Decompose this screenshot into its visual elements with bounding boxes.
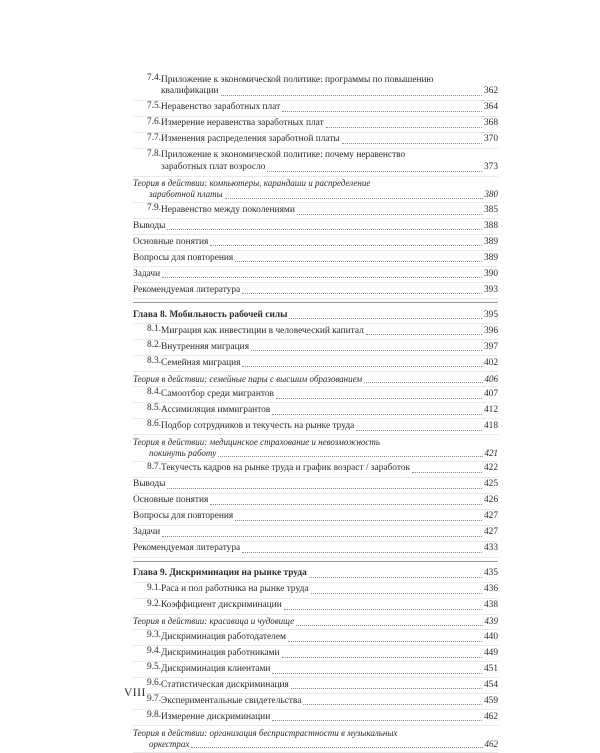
toc-entry[interactable] <box>133 73 498 101</box>
toc-entry[interactable] <box>133 101 498 117</box>
section-number: 8.6. <box>147 419 162 430</box>
toc-entry[interactable] <box>133 235 498 251</box>
section-number: 7.5. <box>147 100 162 111</box>
toc-entry[interactable] <box>133 267 498 283</box>
entry-title: Самоотбор среди мигрантов <box>161 388 274 399</box>
section-number: 7.4. <box>147 73 162 83</box>
toc-entry[interactable] <box>133 219 498 235</box>
dot-leader <box>311 593 482 594</box>
entry-title: Подбор сотрудников и текучесть на рынке труда <box>161 420 355 431</box>
toc-entry[interactable] <box>133 283 498 299</box>
page-ref: 425 <box>483 479 498 490</box>
page-ref: 435 <box>483 568 498 579</box>
entry-title: Задачи <box>133 527 161 538</box>
page-ref: 390 <box>483 268 498 279</box>
toc-chapter[interactable] <box>133 308 498 324</box>
dot-leader <box>356 430 482 431</box>
entry-title: Теория в действии: организация беспристрастности в музыкальных <box>133 727 398 738</box>
toc-entry[interactable] <box>133 356 498 372</box>
section-number: 9.6. <box>147 678 162 689</box>
section-number: 9.1. <box>147 582 162 593</box>
entry-title: Измерение неравенства заработных плат <box>161 118 324 129</box>
toc-entry[interactable] <box>133 646 498 662</box>
page-ref: 402 <box>483 357 498 368</box>
dot-leader <box>288 641 482 642</box>
entry-title: Экспериментальные свидетельства <box>161 695 302 706</box>
entry-title: Миграция как инвестиции в человеческий капитал <box>161 325 364 336</box>
entry-title: Ассимиляция иммигрантов <box>161 404 271 415</box>
section-number: 7.9. <box>147 203 162 214</box>
dot-leader <box>162 277 482 278</box>
dot-leader <box>242 552 482 553</box>
page-ref: 368 <box>483 118 498 129</box>
page-ref: 406 <box>484 373 498 384</box>
page-ref: 440 <box>483 631 498 642</box>
page-ref: 364 <box>483 102 498 113</box>
page-ref: 380 <box>484 189 498 200</box>
page-ref: 373 <box>483 162 498 173</box>
dot-leader <box>225 198 483 199</box>
page-ref: 462 <box>484 738 498 749</box>
entry-title: Задачи <box>133 268 161 279</box>
chapter-divider <box>133 561 498 562</box>
entry-title: Неравенство заработных плат <box>161 102 281 113</box>
page-ref: 393 <box>483 284 498 295</box>
toc-entry[interactable] <box>133 133 498 149</box>
toc-entry[interactable] <box>133 494 498 510</box>
dot-leader <box>309 577 482 578</box>
dot-leader <box>326 127 482 128</box>
dot-leader <box>272 414 482 415</box>
dot-leader <box>297 214 482 215</box>
section-number: 8.4. <box>147 387 162 398</box>
page-ref: 385 <box>483 204 498 215</box>
page-ref: 362 <box>483 86 498 97</box>
entry-title: Дискриминация клиентами <box>161 663 271 674</box>
entry-title: Изменения распределения заработной платы <box>161 134 340 145</box>
toc-entry[interactable] <box>133 678 498 694</box>
dot-leader <box>210 504 482 505</box>
page-ref: 397 <box>483 341 498 352</box>
entry-title: Вопросы для повторения <box>133 511 234 522</box>
entry-title: Дискриминация работодателем <box>161 631 286 642</box>
entry-title: Глава 9. Дискриминация на рынке труда <box>133 568 307 579</box>
section-number: 7.7. <box>147 132 162 143</box>
entry-title: Глава 8. Мобильность рабочей силы <box>133 309 288 320</box>
dot-leader <box>366 334 482 335</box>
entry-title: Семейная миграция <box>161 357 241 368</box>
page-ref: 451 <box>483 663 498 674</box>
entry-title: оркестрах <box>149 738 190 749</box>
entry-title: Коэффициент дискриминации <box>161 600 282 611</box>
toc-entry[interactable] <box>133 340 498 356</box>
entry-title: Рекомендуемая литература <box>133 543 241 554</box>
dot-leader <box>291 688 482 689</box>
dot-leader <box>342 143 482 144</box>
toc-entry[interactable] <box>133 251 498 267</box>
dot-leader <box>296 625 482 626</box>
toc-entry[interactable] <box>133 542 498 558</box>
section-number: 8.1. <box>147 324 162 334</box>
toc-entry[interactable] <box>133 526 498 542</box>
table-of-contents <box>133 73 498 753</box>
dot-leader <box>167 488 482 489</box>
page-ref: 421 <box>484 448 498 459</box>
toc-case-study[interactable] <box>133 372 498 387</box>
entry-title: заработной платы <box>149 189 223 200</box>
section-number: 7.6. <box>147 116 162 127</box>
toc-case-study[interactable] <box>133 177 498 204</box>
toc-case-study[interactable] <box>133 615 498 630</box>
toc-entry[interactable] <box>133 403 498 419</box>
dot-leader <box>191 747 482 748</box>
page-ref: 370 <box>483 134 498 145</box>
entry-title: Вопросы для повторения <box>133 252 234 263</box>
toc-entry[interactable] <box>133 203 498 219</box>
dot-leader <box>221 95 482 96</box>
section-number: 7.8. <box>147 148 162 159</box>
toc-entry[interactable] <box>133 387 498 403</box>
entry-title: Внутренняя миграция <box>161 341 250 352</box>
page-ref: 422 <box>483 463 498 474</box>
dot-leader <box>282 657 482 658</box>
dot-leader <box>251 350 482 351</box>
dot-leader <box>412 472 482 473</box>
page-ref: 427 <box>483 527 498 538</box>
toc-chapter[interactable] <box>133 567 498 583</box>
toc-entry[interactable] <box>133 462 498 478</box>
dot-leader <box>272 720 482 721</box>
page-ref: 427 <box>483 511 498 522</box>
entry-title: Основные понятия <box>133 236 209 247</box>
dot-leader <box>364 382 482 383</box>
page-ref: 426 <box>483 495 498 506</box>
toc-entry[interactable] <box>133 662 498 678</box>
dot-leader <box>242 293 482 294</box>
dot-leader <box>276 398 482 399</box>
page-number: VIII <box>124 687 146 699</box>
section-number: 8.2. <box>147 339 162 350</box>
toc-case-study[interactable] <box>133 435 498 462</box>
dot-leader <box>282 111 482 112</box>
page-ref: 388 <box>483 220 498 231</box>
dot-leader <box>235 261 482 262</box>
dot-leader <box>289 318 481 319</box>
toc-entry[interactable] <box>133 583 498 599</box>
entry-title: Текучесть кадров на рынке труда и график возраст / заработок <box>161 463 411 474</box>
toc-entry[interactable] <box>133 419 498 435</box>
entry-title: квалификации <box>161 86 219 97</box>
entry-title: Неравенство между поколениями <box>161 204 295 215</box>
entry-title: покинуть работу <box>149 448 217 459</box>
entry-title: Выводы <box>133 479 166 490</box>
page-ref: 412 <box>483 404 498 415</box>
entry-title: Теория в действии: красавица и чудовище <box>133 616 295 627</box>
page-ref: 433 <box>483 543 498 554</box>
chapter-divider <box>133 302 498 303</box>
dot-leader <box>167 229 482 230</box>
section-number: 8.3. <box>147 355 162 366</box>
dot-leader <box>267 171 482 172</box>
section-number: 9.7. <box>147 694 162 705</box>
page-ref: 449 <box>483 647 498 658</box>
page-ref: 395 <box>483 309 498 320</box>
section-number: 9.4. <box>147 646 162 657</box>
entry-title: Выводы <box>133 220 166 231</box>
toc-entry[interactable] <box>133 630 498 646</box>
dot-leader <box>210 245 482 246</box>
entry-title: Теория в действии: компьютеры, карандаши и распределение <box>133 178 371 189</box>
toc-entry[interactable] <box>133 324 498 340</box>
page-ref: 438 <box>483 600 498 611</box>
section-number: 9.3. <box>147 630 162 641</box>
entry-title: Раса и пол работника на рынке труда <box>161 584 309 595</box>
page-ref: 462 <box>483 711 498 722</box>
section-number: 9.2. <box>147 598 162 609</box>
toc-entry[interactable] <box>133 510 498 526</box>
toc-case-study[interactable] <box>133 726 498 753</box>
entry-title: заработных плат возросло <box>161 162 266 173</box>
entry-title: Дискриминация работниками <box>161 647 280 658</box>
page-ref: 396 <box>483 325 498 336</box>
page-ref: 454 <box>483 679 498 690</box>
entry-title: Основные понятия <box>133 495 209 506</box>
dot-leader <box>218 456 482 457</box>
page-ref: 436 <box>483 584 498 595</box>
page-ref: 459 <box>483 695 498 706</box>
toc-entry[interactable] <box>133 478 498 494</box>
entry-title: Теория в действии: медицинское страхование и невозможность <box>133 436 381 447</box>
page-ref: 389 <box>483 236 498 247</box>
section-number: 9.5. <box>147 662 162 673</box>
entry-title: Статистическая дискриминация <box>161 679 289 690</box>
toc-entry[interactable] <box>133 599 498 615</box>
section-number: 8.5. <box>147 403 162 414</box>
toc-entry[interactable] <box>133 117 498 133</box>
dot-leader <box>303 704 482 705</box>
entry-title: Измерение дискриминации <box>161 711 271 722</box>
dot-leader <box>272 673 482 674</box>
entry-title: Приложение к экономической политике: программы по повышению <box>161 74 434 85</box>
entry-title: Рекомендуемая литература <box>133 284 241 295</box>
page-ref: 439 <box>484 616 498 627</box>
dot-leader <box>162 536 482 537</box>
toc-entry[interactable] <box>133 710 498 726</box>
page-ref: 418 <box>483 420 498 431</box>
section-number: 8.7. <box>147 461 162 472</box>
dot-leader <box>242 366 481 367</box>
toc-entry[interactable] <box>133 149 498 177</box>
toc-entry[interactable] <box>133 694 498 710</box>
section-number: 9.8. <box>147 710 162 721</box>
page-ref: 389 <box>483 252 498 263</box>
entry-title: Теория в действии: семейные пары с высшим образованием <box>133 373 363 384</box>
dot-leader <box>284 609 482 610</box>
dot-leader <box>235 520 482 521</box>
entry-title: Приложение к экономической политике: почему неравенство <box>161 150 406 161</box>
page-ref: 407 <box>483 388 498 399</box>
